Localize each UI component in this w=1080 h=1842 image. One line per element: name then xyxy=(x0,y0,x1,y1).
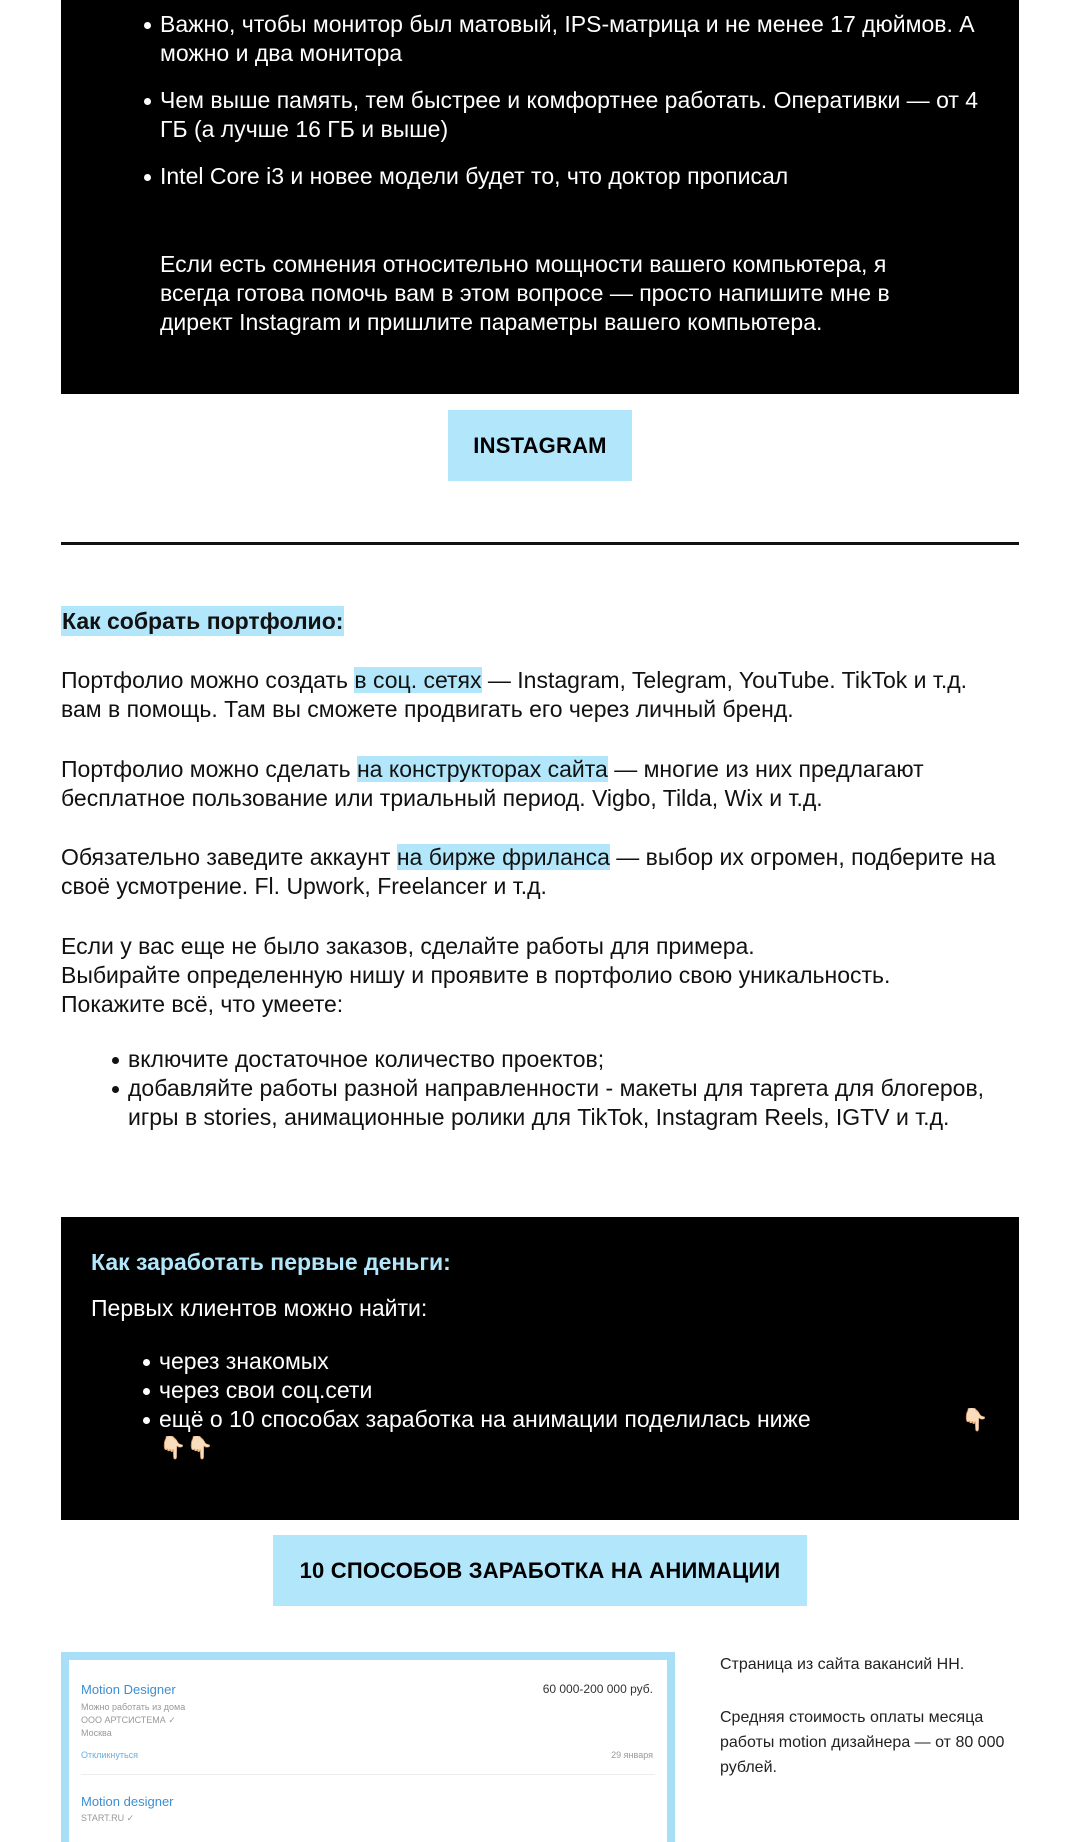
text: — Instagram, Telegram, YouTube. TikTok и т.д. вам в помощь. Там вы сможете продвигать его через личный бренд. xyxy=(61,667,968,722)
instagram-button[interactable]: INSTAGRAM xyxy=(448,410,632,481)
first-money-block xyxy=(61,1217,1019,1520)
first-money-list xyxy=(159,1347,979,1434)
highlight-text: на бирже фриланса xyxy=(396,844,610,870)
first-money-heading: Как заработать первые деньги: xyxy=(91,1249,451,1275)
text-line: Покажите всё, что умеете: xyxy=(61,991,344,1017)
list-item: ещё о 10 способах заработка на анимации поделилась ниже xyxy=(159,1405,979,1434)
ways-to-earn-button[interactable]: 10 СПОСОБОВ ЗАРАБОТКА НА АНИМАЦИИ xyxy=(273,1535,807,1606)
salary-caption: Средняя стоимость оплаты месяца работы motion дизайнера — от 80 000 рублей. xyxy=(720,1709,1005,1776)
highlight-text: на конструкторах сайта xyxy=(356,756,608,782)
specs-block xyxy=(61,0,1019,394)
list-item: Intel Core i3 и новее модели будет то, что доктор прописал xyxy=(160,162,1000,191)
job-title[interactable]: Motion designer xyxy=(81,1794,174,1809)
job-listing-screenshot xyxy=(61,1652,675,1842)
text: Портфолио можно сделать xyxy=(61,756,357,782)
job-company: START.RU ✓ xyxy=(81,1813,135,1823)
point-down-icon: 👇🏻 xyxy=(961,1407,989,1432)
job-title[interactable]: Motion Designer xyxy=(81,1682,176,1697)
list-item: добавляйте работы разной направленности - макеты для таргета для блогеров, игры в stories, анимационные ролики для TikTok, Instagram Reels, IGTV и т.д. xyxy=(128,1074,998,1132)
portfolio-paragraph-social xyxy=(61,666,1011,724)
list-item: Важно, чтобы монитор был матовый, IPS-матрица и не менее 17 дюймов. А можно и два монитора xyxy=(160,10,1000,68)
job-listing-card xyxy=(69,1660,667,1842)
list-item: через знакомых xyxy=(159,1347,979,1376)
specs-note: Если есть сомнения относительно мощности вашего компьютера, я всегда готова помочь вам в этом вопросе — просто напишите мне в директ Instagram и пришлите параметры вашего компьютера. xyxy=(160,251,890,335)
portfolio-paragraph-examples xyxy=(61,932,1011,1019)
job-remote-note: Можно работать из дома xyxy=(81,1702,186,1712)
job-divider xyxy=(81,1774,655,1775)
job-company: ООО АРТСИСТЕМА ✓ xyxy=(81,1715,176,1725)
job-date: 29 января xyxy=(611,1750,653,1760)
portfolio-tips-list xyxy=(128,1045,998,1132)
text-line: Если у вас еще не было заказов, сделайте работы для примера. xyxy=(61,933,755,959)
job-salary: 60 000-200 000 руб. xyxy=(542,1682,653,1696)
list-item: включите достаточное количество проектов; xyxy=(128,1045,998,1074)
specs-list xyxy=(160,10,1000,209)
text-line: Выбирайте определенную нишу и проявите в портфолио свою уникальность. xyxy=(61,962,891,988)
portfolio-heading: Как собрать портфолио: xyxy=(62,608,344,634)
text: Обязательно заведите аккаунт xyxy=(61,844,397,870)
text: Портфолио можно создать xyxy=(61,667,355,693)
portfolio-paragraph-freelance xyxy=(61,843,1011,901)
highlight-text: в соц. сетях xyxy=(354,667,482,693)
job-city: Москва xyxy=(81,1728,112,1738)
list-item: через свои соц.сети xyxy=(159,1376,979,1405)
portfolio-paragraph-builders xyxy=(61,755,1011,813)
job-respond-link[interactable]: Откликнуться xyxy=(81,1750,139,1760)
text: — многие из них предлагают бесплатное пользование или триальный период. Vigbo, Tilda, Wix и т.д. xyxy=(61,756,924,811)
screenshot-caption: Страница из сайта вакансий НН. xyxy=(720,1656,965,1673)
first-money-intro: Первых клиентов можно найти: xyxy=(91,1295,428,1321)
list-item: Чем выше память, тем быстрее и комфортнее работать. Оперативки — от 4 ГБ (а лучше 16 ГБ и выше) xyxy=(160,86,1000,144)
section-divider xyxy=(61,542,1019,545)
text: — выбор их огромен, подберите на своё усмотрение. Fl. Upwork, Freelancer и т.д. xyxy=(61,844,996,899)
point-down-icon: 👇🏻👇🏻 xyxy=(159,1435,214,1460)
